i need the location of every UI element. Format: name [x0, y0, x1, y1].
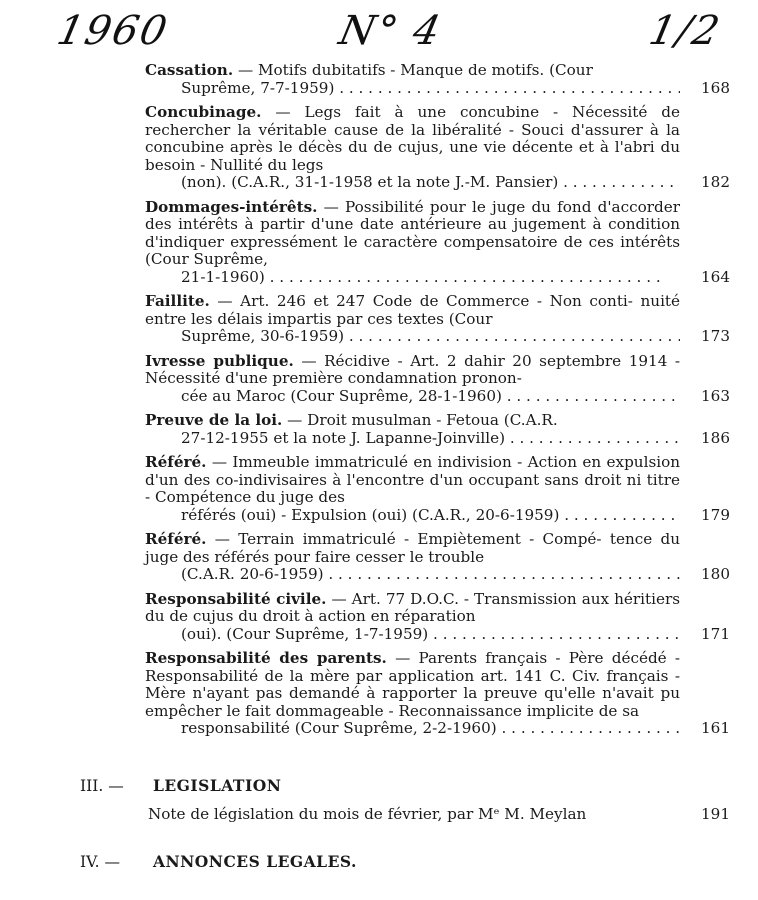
- entry-text: — Possibilité pour le juge du fond: [323, 197, 592, 216]
- page-number: 161: [701, 719, 730, 737]
- entry-text: — Immeuble immatriculé en indivision - Action en: [211, 453, 602, 471]
- section-title: LEGISLATION: [152, 776, 282, 795]
- page-number: 180: [701, 565, 730, 583]
- entry-body: [145, 591, 680, 626]
- entry-text: — Récidive - Art. 2 dahir 20 septembre: [301, 351, 622, 370]
- entry-term: Cassation.: [145, 61, 234, 79]
- entry-term: Preuve de la loi.: [145, 411, 283, 429]
- entry-text-continued: décédé - Responsabilité de la mère par application art. 141 C. Civ. français - Mère n'ayant pas demandé à rapporter la preuve qu'elle n'avait pu empêcher le fait dommageable - Reconnaissance implicite de sa: [145, 649, 681, 720]
- entry-text: — Terrain immatriculé - Empiètement - Compé-: [214, 530, 602, 548]
- handwritten-year: 1960: [53, 8, 173, 54]
- page-number: 182: [701, 173, 730, 191]
- entry-term: Concubinage.: [145, 103, 262, 121]
- index-entries: [145, 62, 730, 745]
- index-entry: [145, 104, 730, 192]
- entry-reference-line: [145, 80, 680, 98]
- index-entry: [145, 531, 730, 584]
- index-entry: [145, 62, 730, 97]
- page-number: 171: [701, 624, 730, 643]
- index-entry: [145, 591, 730, 644]
- entry-text: — Motifs dubitatifs - Manque de motifs.: [237, 61, 545, 79]
- entry-text: — Art. 246 et 247 Code de Commerce - Non conti-: [217, 292, 633, 310]
- entry-reference: 21-1-1960) . . .: [181, 269, 661, 286]
- entry-reference: (oui). (Cour Suprême, 1-7-1959) . . .: [181, 626, 680, 643]
- entry-term: Ivresse publique.: [145, 351, 294, 370]
- entry-reference-line: [145, 720, 680, 738]
- entry-text-continued: tence du juge des référés pour faire cesser le trouble: [145, 530, 681, 566]
- section-title: ANNONCES LEGALES.: [152, 852, 357, 871]
- entry-reference: référés (oui) - Expulsion (oui) (C.A.R., 20-6-1959) . . .: [181, 507, 680, 524]
- entry-term: Responsabilité des parents.: [145, 649, 387, 667]
- handwritten-fraction: 1/2: [645, 8, 726, 54]
- page-number: 179: [701, 505, 730, 524]
- entry-body: [145, 353, 680, 388]
- entry-reference-line: [145, 269, 680, 287]
- page-number: 173: [701, 327, 730, 345]
- entry-body: [145, 62, 680, 80]
- entry-body: [145, 412, 680, 430]
- index-entry: [145, 454, 730, 524]
- entry-text: — Droit musulman - Fetoua (C.A.R.: [287, 411, 558, 429]
- entry-reference-line: [145, 388, 680, 406]
- section-number: IV. —: [80, 853, 120, 871]
- entry-body: [145, 104, 680, 174]
- entry-term: Référé.: [145, 530, 207, 548]
- index-entry: [145, 650, 730, 738]
- entry-reference: (non). (C.A.R., 31-1-1958 et la note J.-M. Pansier) . . .: [181, 174, 680, 191]
- index-entry: [145, 412, 730, 447]
- entry-reference-line: [145, 566, 680, 584]
- entry-text-continued: 1914 - Nécessité d'une première condamnation pronon-: [145, 351, 681, 387]
- entry-term: Responsabilité civile.: [145, 589, 327, 608]
- handwritten-issue-number: N° 4: [335, 8, 447, 54]
- section-legislation: [80, 776, 281, 795]
- entry-text: — Parents français - Père: [395, 649, 604, 667]
- entry-text-continued: nuité entre les délais impartis par ces textes (Cour: [145, 292, 681, 328]
- page-number: 191: [701, 805, 730, 823]
- entry-body: [145, 650, 680, 720]
- entry-reference: (C.A.R. 20-6-1959) . . .: [181, 566, 680, 583]
- entry-reference-line: [145, 430, 680, 448]
- entry-term: Dommages-intérêts.: [145, 197, 318, 216]
- index-entry: [145, 353, 730, 406]
- section-annonces: [80, 852, 357, 871]
- page-number: 163: [701, 386, 730, 405]
- entry-text-continued: expulsion d'un des co-indivisaires à l'encontre d'un occupant sans droit ni titre - Compétence du juge des: [145, 453, 681, 506]
- page-number: 168: [701, 78, 730, 97]
- entry-text-continued: d'accorder des intérêts à partir d'une date antérieure au jugement à condition d'indiquer expressément le caractère compensatoire de ces intérêts (Cour Suprême,: [145, 197, 680, 268]
- entry-text: — Legs fait à une concubine - Nécessité de: [275, 103, 681, 121]
- page-number: 164: [701, 267, 730, 286]
- entry-reference-line: [145, 174, 680, 192]
- entry-body: [145, 531, 680, 566]
- section-number: III. —: [80, 777, 124, 795]
- legislation-note-text: Note de législation du mois de février, par Mᵉ M. Meylan: [148, 805, 587, 823]
- entry-reference-line: [145, 507, 680, 525]
- entry-reference-line: [145, 328, 680, 346]
- entry-term: Référé.: [145, 453, 207, 471]
- entry-reference: responsabilité (Cour Suprême, 2-2-1960) . . .: [181, 720, 680, 737]
- entry-text-continued: (Cour: [549, 61, 593, 79]
- entry-body: [145, 199, 680, 269]
- entry-reference: 27-12-1955 et la note J. Lapanne-Joinville) . . .: [181, 430, 680, 447]
- entry-reference: Suprême, 30-6-1959) . . .: [181, 328, 680, 345]
- entry-reference: cée au Maroc (Cour Suprême, 28-1-1960) . . .: [181, 388, 680, 405]
- index-entry: [145, 293, 730, 346]
- entry-text-continued: héritiers du de cujus du droit à action en réparation: [145, 589, 681, 625]
- page-number: 186: [701, 428, 730, 447]
- entry-reference: Suprême, 7-7-1959) . . .: [181, 80, 680, 97]
- entry-body: [145, 454, 680, 507]
- entry-term: Faillite.: [145, 292, 210, 310]
- entry-body: [145, 293, 680, 328]
- legislation-note: [148, 805, 730, 823]
- index-entry: [145, 199, 730, 287]
- entry-text: — Art. 77 D.O.C. - Transmission aux: [331, 589, 610, 608]
- entry-reference-line: [145, 626, 680, 644]
- entry-text-continued: rechercher la véritable cause de la libéralité - Souci d'assurer à la concubine après le décès du de cujus, une vie décente et à l'abri du besoin - Nullité du legs: [145, 120, 680, 174]
